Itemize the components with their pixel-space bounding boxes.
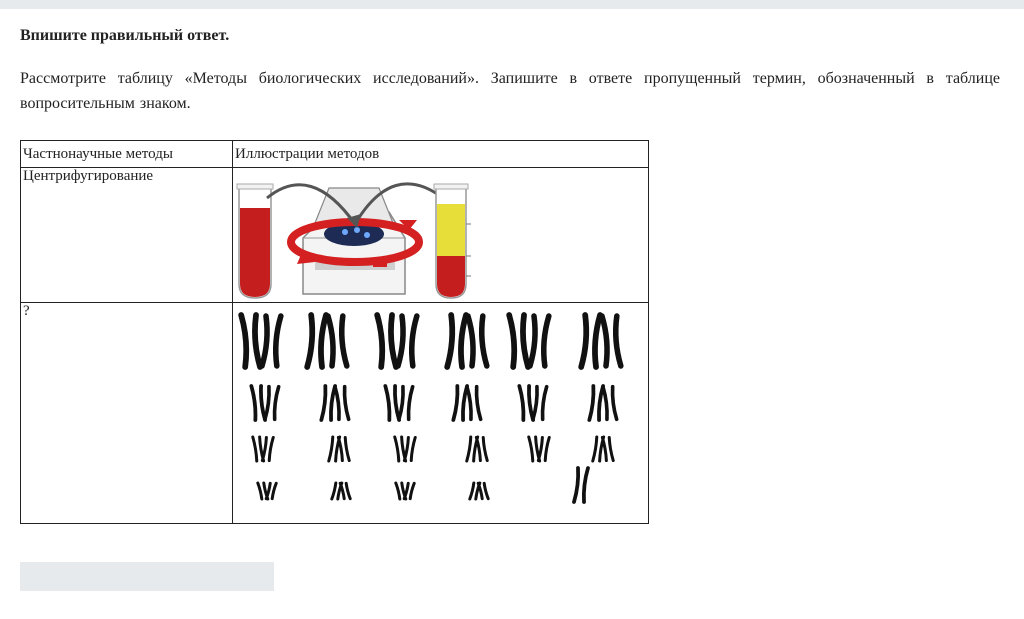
task-question: Рассмотрите таблицу «Методы биологических исследований». Запишите в ответе пропущенный термин, обозначенный в таблице вопросительным знаком.: [20, 70, 1000, 112]
header-methods: Частнонаучные методы: [21, 141, 233, 168]
method-cell: Центрифугирование: [21, 168, 233, 303]
table-row: [21, 168, 649, 303]
table-header-row: [21, 141, 649, 168]
centrifuge-illustration: [233, 168, 649, 303]
centrifuge-icon: [303, 188, 405, 294]
blood-tube-icon: [237, 184, 273, 298]
methods-table: [20, 140, 649, 524]
separated-tube-icon: [434, 184, 471, 298]
task-heading: Впишите правильный ответ.: [20, 27, 230, 44]
header-illustrations: Иллюстрации методов: [233, 141, 649, 168]
table-row: [21, 303, 649, 524]
karyotype-illustration: [233, 303, 649, 524]
method-cell: ?: [21, 303, 233, 524]
chromosome-icon: [233, 303, 643, 523]
top-bar: [0, 0, 1024, 9]
answer-input[interactable]: [20, 562, 274, 591]
